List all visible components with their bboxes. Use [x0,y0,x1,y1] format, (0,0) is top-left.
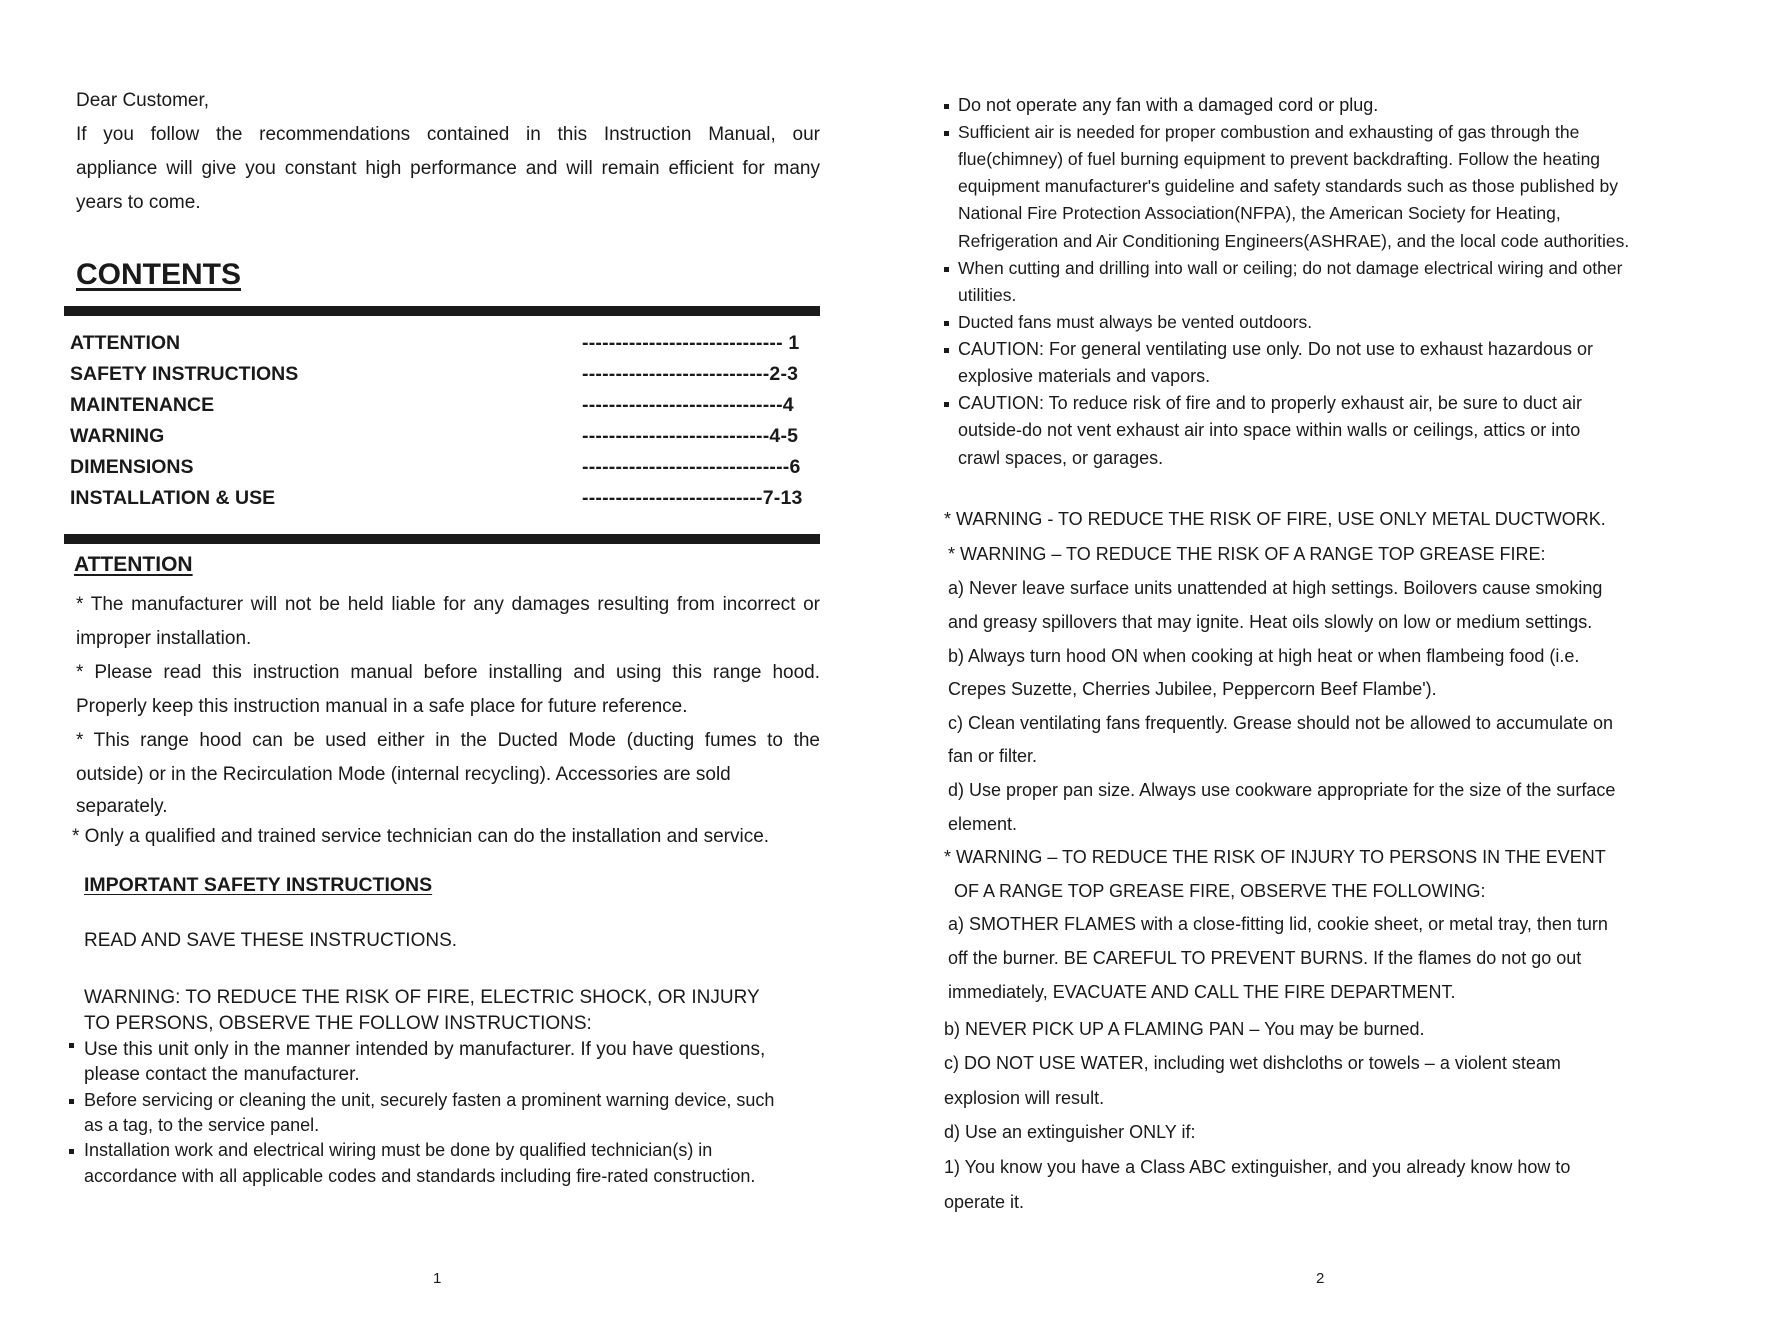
page-number: 2 [1316,1270,1325,1287]
bullet-marker [69,1149,74,1154]
attention-line: * Please read this instruction manual before installing and using this range hood. [76,662,820,683]
safety-heading: IMPORTANT SAFETY INSTRUCTIONS [84,874,433,896]
right-bullet-line: Refrigeration and Air Conditioning Engineers(ASHRAE), and the local code authorities. [958,231,1630,251]
warning-grease-line: element. [948,814,1018,834]
warning-injury-line: operate it. [944,1192,1025,1212]
toc-item-page: ----------------------------2-3 [582,363,799,385]
toc-item-label: DIMENSIONS [70,456,194,478]
warning-grease-line: d) Use proper pan size. Always use cookware appropriate for the size of the surface [948,780,1616,800]
right-bullet-line: flue(chimney) of fuel burning equipment to prevent backdrafting. Follow the heating [958,149,1601,169]
warning-grease-line: b) Always turn hood ON when cooking at high heat or when flambeing food (i.e. [948,646,1580,666]
bullet-marker [944,348,949,353]
safety-bullet-line: accordance with all applicable codes and standards including fire-rated construction. [84,1166,756,1186]
contents-bottom-rule [64,534,820,544]
right-bullet-line: outside-do not vent exhaust air into space within walls or ceilings, attics or into [958,420,1581,440]
bullet-marker [944,321,949,326]
bullet-marker [69,1099,74,1104]
right-page [882,0,1765,1324]
toc-item-page: -------------------------------6 [582,456,801,478]
attention-line: * This range hood can be used either in the Ducted Mode (ducting fumes to the [76,730,820,751]
toc-item-page: ------------------------------ 1 [582,332,800,354]
left-page [0,0,882,1324]
contents-title: CONTENTS [76,258,241,291]
safety-bullet-line: please contact the manufacturer. [84,1064,360,1085]
intro-line-3: years to come. [76,192,201,213]
right-bullet-line: Ducted fans must always be vented outdoors. [958,312,1313,332]
attention-line: improper installation. [76,628,252,649]
read-save-notice: READ AND SAVE THESE INSTRUCTIONS. [84,930,458,951]
toc-item-label: WARNING [70,425,165,447]
right-bullet-line: CAUTION: To reduce risk of fire and to properly exhaust air, be sure to duct air [958,393,1582,413]
warning-injury-line: * WARNING – TO REDUCE THE RISK OF INJURY TO PERSONS IN THE EVENT [944,847,1606,867]
safety-bullet-line: as a tag, to the service panel. [84,1115,320,1135]
warning-grease-line: Crepes Suzette, Cherries Jubilee, Peppercorn Beef Flambe'). [948,679,1437,699]
bullet-marker [944,402,949,407]
warning-line: TO PERSONS, OBSERVE THE FOLLOW INSTRUCTIONS: [84,1013,592,1034]
right-bullet-line: Do not operate any fan with a damaged cord or plug. [958,95,1379,115]
right-bullet-line: utilities. [958,285,1017,305]
toc-item-page: ------------------------------4 [582,394,794,416]
bullet-marker [69,1043,74,1048]
bullet-marker [944,267,949,272]
bullet-marker [944,131,949,136]
right-bullet-line: National Fire Protection Association(NFPA), the American Society for Heating, [958,203,1561,223]
intro-line-2: appliance will give you constant high performance and will remain efficient for many [76,158,820,179]
warning-grease-line: and greasy spillovers that may ignite. Heat oils slowly on low or medium settings. [948,612,1593,632]
toc-item-label: MAINTENANCE [70,394,215,416]
right-bullet-line: When cutting and drilling into wall or ceiling; do not damage electrical wiring and other [958,258,1623,278]
greeting: Dear Customer, [76,90,210,111]
warning-injury-line: immediately, EVACUATE AND CALL THE FIRE DEPARTMENT. [948,982,1456,1002]
warning-grease-line: a) Never leave surface units unattended at high settings. Boilovers cause smoking [948,578,1603,598]
warning-grease-line: * WARNING – TO REDUCE THE RISK OF A RANGE TOP GREASE FIRE: [948,544,1546,564]
attention-line: * Only a qualified and trained service technician can do the installation and service. [72,826,770,847]
toc-item-page: ----------------------------4-5 [582,425,799,447]
warning-metal-ductwork: * WARNING - TO REDUCE THE RISK OF FIRE, USE ONLY METAL DUCTWORK. [944,509,1606,529]
warning-grease-line: fan or filter. [948,746,1038,766]
warning-injury-line: b) NEVER PICK UP A FLAMING PAN – You may be burned. [944,1019,1425,1039]
intro-line-1: If you follow the recommendations contained in this Instruction Manual, our [76,124,820,145]
page-number: 1 [433,1270,442,1287]
right-bullet-line: Sufficient air is needed for proper combustion and exhausting of gas through the [958,122,1580,142]
attention-line: Properly keep this instruction manual in a safe place for future reference. [76,696,688,717]
toc-item-label: INSTALLATION & USE [70,487,276,509]
right-bullet-line: crawl spaces, or garages. [958,448,1164,468]
right-bullet-line: equipment manufacturer's guideline and safety standards such as those published by [958,176,1619,196]
contents-top-rule [64,306,820,316]
toc-item-label: ATTENTION [70,332,181,354]
warning-injury-line: d) Use an extinguisher ONLY if: [944,1122,1196,1142]
warning-injury-line: 1) You know you have a Class ABC extinguisher, and you already know how to [944,1157,1571,1177]
right-bullet-line: CAUTION: For general ventilating use only. Do not use to exhaust hazardous or [958,339,1593,359]
attention-line: outside) or in the Recirculation Mode (internal recycling). Accessories are sold [76,764,731,785]
attention-line: * The manufacturer will not be held liable for any damages resulting from incorrect or [76,594,820,615]
warning-line: WARNING: TO REDUCE THE RISK OF FIRE, ELECTRIC SHOCK, OR INJURY [84,987,760,1008]
warning-injury-line: OF A RANGE TOP GREASE FIRE, OBSERVE THE FOLLOWING: [954,881,1486,901]
warning-injury-line: c) DO NOT USE WATER, including wet dishcloths or towels – a violent steam [944,1053,1561,1073]
bullet-marker [944,104,949,109]
attention-line: separately. [76,796,168,817]
toc-item-label: SAFETY INSTRUCTIONS [70,363,299,385]
right-bullet-line: explosive materials and vapors. [958,366,1211,386]
warning-injury-line: a) SMOTHER FLAMES with a close-fitting lid, cookie sheet, or metal tray, then turn [948,914,1608,934]
safety-bullet-line: Installation work and electrical wiring must be done by qualified technician(s) in [84,1140,713,1160]
safety-bullet-line: Before servicing or cleaning the unit, securely fasten a prominent warning device, such [84,1090,775,1110]
warning-injury-line: off the burner. BE CAREFUL TO PREVENT BURNS. If the flames do not go out [948,948,1582,968]
safety-bullet-line: Use this unit only in the manner intended by manufacturer. If you have questions, [84,1039,766,1060]
warning-grease-line: c) Clean ventilating fans frequently. Grease should not be allowed to accumulate on [948,713,1614,733]
attention-heading: ATTENTION [74,553,193,576]
toc-item-page: ---------------------------7-13 [582,487,803,509]
warning-injury-line: explosion will result. [944,1088,1105,1108]
